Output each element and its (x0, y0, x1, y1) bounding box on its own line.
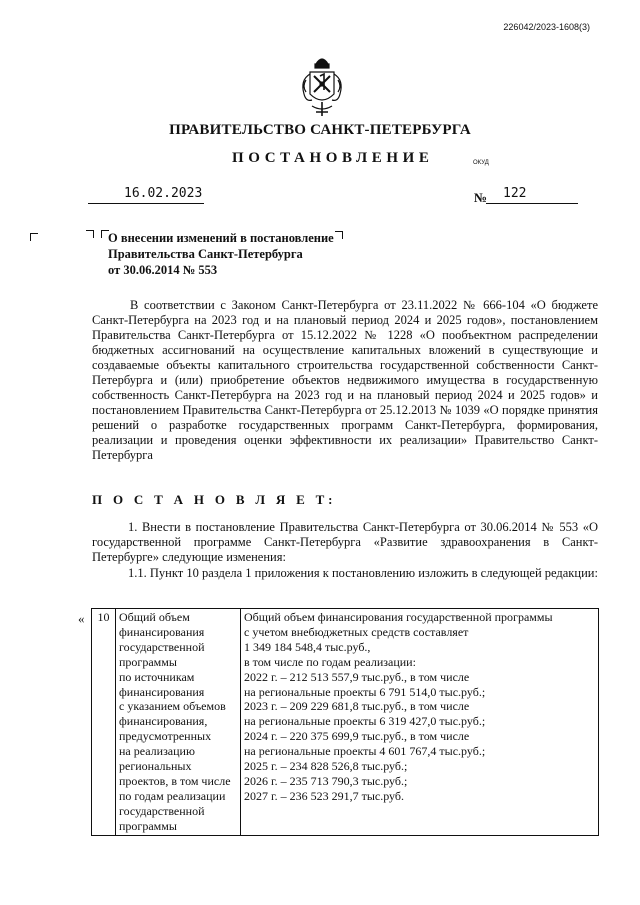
name-line: по источникам (119, 669, 195, 684)
open-quote: « (78, 611, 85, 626)
date-underline (88, 203, 204, 204)
value-line: 2026 г. – 235 713 790,3 тыс.руб.; (244, 773, 408, 788)
name-line: региональных (119, 759, 192, 774)
row-number-cell: 10 (92, 609, 116, 836)
okud-label: ОКУД (473, 160, 489, 166)
document-type: ПОСТАНОВЛЕНИЕ (232, 150, 434, 166)
preamble-paragraph: В соответствии с Законом Санкт-Петербурга от 23.11.2022 № 666-104 «О бюджете Санкт-Петербурга на 2023 год и на плановый период 2024 и 2025 годов», постановлением Правительства Санкт-Петербурга от 15.12.2022 № 1228 «О пообъектном распределении бюджетных ассигнований на осуществление капитальных вложений в существующие и создаваемые объекты капитального строительства государственной собственности Санкт-Петербурга и (или) приобретение объектов недвижимого имущества в государственную собственность Санкт-Петербурга на 2023 год и на плановый период 2024 и 2025 годов» и постановлением Правительства Санкт-Петербурга от 25.12.2013 № 1039 «О порядке принятия решений о разработке государственных программ Санкт-Петербурга, формирования, реализации и проведения оценки эффективности их реализации» Правительство Санкт-Петербурга (92, 298, 598, 462)
organization-name: ПРАВИТЕЛЬСТВО САНКТ-ПЕТЕРБУРГА (169, 122, 471, 138)
name-line: по годам реализации (119, 788, 226, 803)
name-line: Общий объем (119, 610, 190, 624)
value-line: 2025 г. – 234 828 526,8 тыс.руб.; (244, 759, 408, 774)
name-line: финансирования (119, 684, 205, 699)
name-line: финансирования (119, 624, 205, 639)
name-line: программы (119, 818, 177, 833)
name-line: с указанием объемов (119, 699, 226, 714)
title-line: О внесении изменений в постановление (108, 231, 334, 245)
name-line: финансирования, (119, 714, 208, 729)
name-line: предусмотренных (119, 729, 212, 744)
parameter-value-cell (241, 609, 599, 836)
title-line: Правительства Санкт-Петербурга (108, 247, 303, 261)
name-line: государственной (119, 639, 205, 654)
value-line: 1 349 184 548,4 тыс.руб., (244, 639, 371, 654)
number-sign: № (474, 190, 488, 205)
margin-corner-mark (30, 233, 38, 241)
parameter-name-cell (116, 609, 241, 836)
value-line: 2024 г. – 220 375 699,9 тыс.руб., в том числе (244, 729, 470, 744)
resolves-heading: П О С Т А Н О В Л Я Е Т: (92, 492, 337, 507)
value-line: 2027 г. – 236 523 291,7 тыс.руб. (244, 788, 404, 803)
value-line: на региональные проекты 6 791 514,0 тыс.руб.; (244, 684, 486, 699)
value-line: 2022 г. – 212 513 557,9 тыс.руб., в том числе (244, 669, 470, 684)
name-line: проектов, в том числе (119, 773, 231, 788)
table-row (92, 609, 599, 836)
amendment-table (91, 608, 599, 836)
coat-of-arms-emblem (296, 50, 348, 120)
name-line: программы (119, 654, 177, 669)
item-1-paragraph: 1. Внести в постановление Правительства Санкт-Петербурга от 30.06.2014 № 553 «О государственной программе Санкт-Петербурга «Развитие здравоохранения в Санкт-Петербурге» следующие изменения: (92, 520, 598, 564)
document-code: 226042/2023-1608(3) (503, 22, 590, 32)
value-line: 2023 г. – 209 229 681,8 тыс.руб., в том числе (244, 699, 470, 714)
document-number: 122 (503, 186, 527, 201)
title-line: от 30.06.2014 № 553 (108, 263, 218, 277)
value-line: с учетом внебюджетных средств составляет (244, 624, 469, 639)
value-line: на региональные проекты 4 601 767,4 тыс.руб.; (244, 744, 486, 759)
number-underline (486, 203, 578, 204)
title-corner-left (86, 230, 94, 238)
value-line: Общий объем финансирования государственной программы (244, 610, 553, 624)
item-1-1-paragraph: 1.1. Пункт 10 раздела 1 приложения к постановлению изложить в следующей редакции: (128, 566, 598, 580)
name-line: государственной (119, 803, 205, 818)
document-date: 16.02.2023 (124, 186, 203, 201)
name-line: на реализацию (119, 744, 195, 759)
document-title (108, 230, 358, 278)
value-line: в том числе по годам реализации: (244, 654, 416, 669)
value-line: на региональные проекты 6 319 427,0 тыс.руб.; (244, 714, 486, 729)
